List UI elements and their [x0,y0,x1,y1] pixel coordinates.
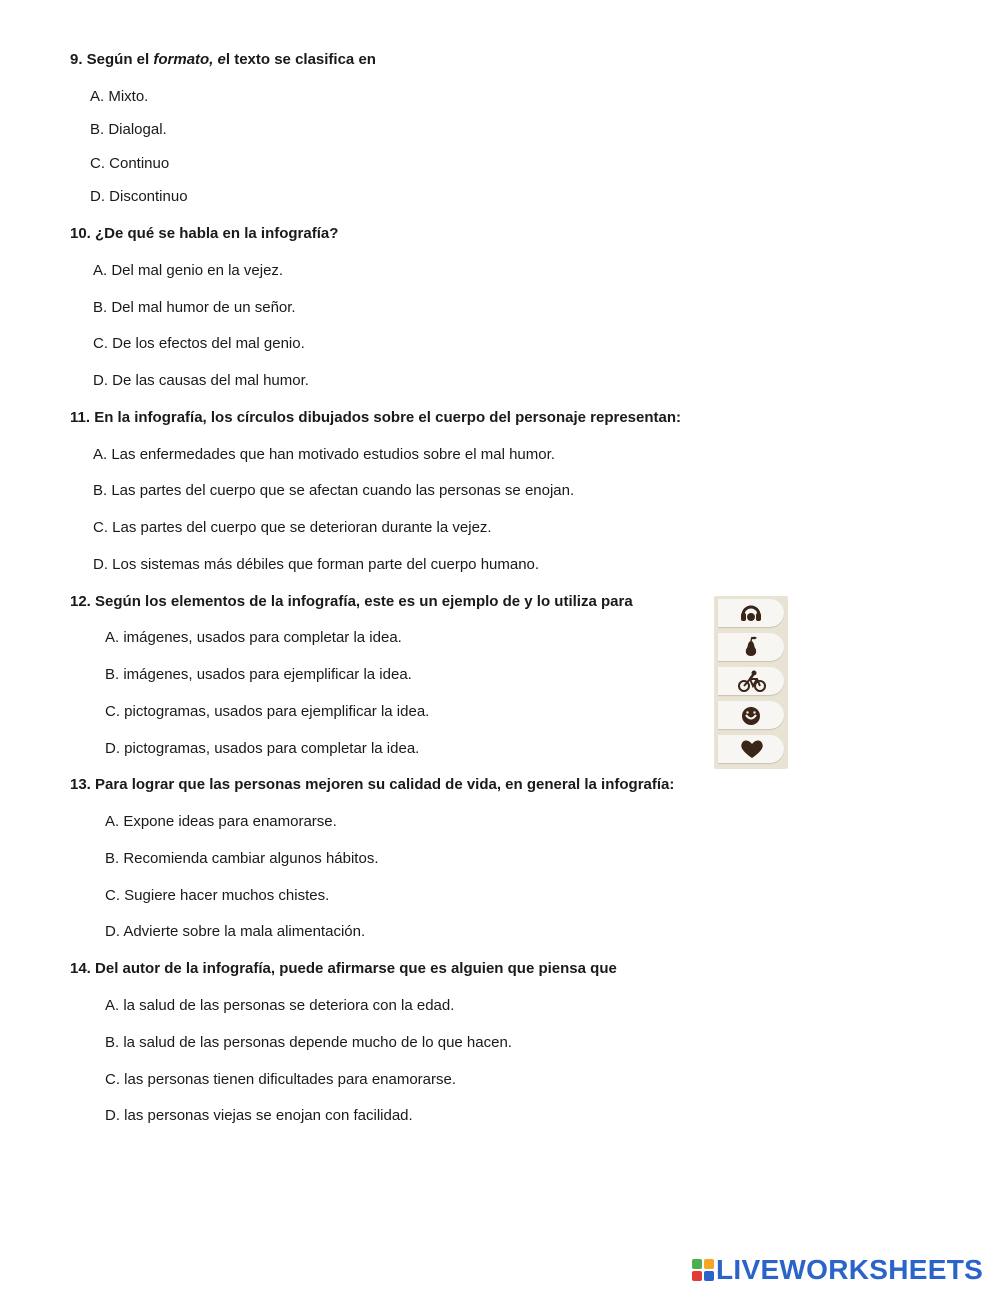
heart-icon [737,736,767,762]
question-14-option-b: B. la salud de las personas depende mucho de lo que hacen. [105,1034,512,1051]
question-13-option-a: A. Expone ideas para enamorarse. [105,813,337,830]
question-12-option-d: D. pictogramas, usados para completar la idea. [105,740,420,757]
pictogram-pill [718,735,784,763]
question-14-option-c: C. las personas tienen dificultades para enamorarse. [105,1071,457,1088]
question-9-option-c: C. Continuo [90,155,170,172]
question-13-option-b: B. Recomienda cambiar algunos hábitos. [105,850,379,867]
headphones-icon [737,600,765,626]
logo-text: LIVEWORKSHEETS [716,1254,984,1285]
liveworksheets-mark-icon [692,1259,714,1281]
question-13-option-d: D. Advierte sobre la mala alimentación. [105,923,366,940]
smiley-icon [737,702,765,728]
question-14-option-a: A. la salud de las personas se deteriora con la edad. [105,997,455,1014]
bicycle-icon [737,668,767,694]
question-12-option-c: C. pictogramas, usados para ejemplificar la idea. [105,703,430,720]
question-9-option-a: A. Mixto. [90,88,149,105]
question-11-option-c: C. Las partes del cuerpo que se deterioran durante la vejez. [93,519,492,536]
question-10-title: 10. ¿De qué se habla en la infografía? [70,225,339,242]
pictogram-pill [718,701,784,729]
pictogram-pill [718,633,784,661]
question-10-option-c: C. De los efectos del mal genio. [93,335,305,352]
question-10-option-a: A. Del mal genio en la vejez. [93,262,284,279]
pear-icon [737,634,765,660]
pictogram-strip [714,596,788,769]
question-13-title: 13. Para lograr que las personas mejoren su calidad de vida, en general la infografía: [70,776,675,793]
question-11-title: 11. En la infografía, los círculos dibujados sobre el cuerpo del personaje representan: [70,409,682,426]
question-10-option-b: B. Del mal humor de un señor. [93,299,296,316]
question-9-option-d: D. Discontinuo [90,188,188,205]
pictogram-pill [718,599,784,627]
question-11-option-a: A. Las enfermedades que han motivado estudios sobre el mal humor. [93,446,555,463]
question-10-option-d: D. De las causas del mal humor. [93,372,309,389]
question-11-option-b: B. Las partes del cuerpo que se afectan cuando las personas se enojan. [93,482,575,499]
question-12-option-a: A. imágenes, usados para completar la idea. [105,629,402,646]
question-11-option-d: D. Los sistemas más débiles que forman parte del cuerpo humano. [93,556,540,573]
question-12-option-b: B. imágenes, usados para ejemplificar la idea. [105,666,412,683]
question-9-option-b: B. Dialogal. [90,121,167,138]
question-13-option-c: C. Sugiere hacer muchos chistes. [105,887,330,904]
question-14-option-d: D. las personas viejas se enojan con facilidad. [105,1107,413,1124]
question-14-title: 14. Del autor de la infografía, puede afirmarse que es alguien que piensa que [70,960,617,977]
question-12-title: 12. Según los elementos de la infografía, este es un ejemplo de y lo utiliza para [70,593,633,610]
question-9-title: 9. Según el formato, el texto se clasifica en [70,51,376,68]
pictogram-pill [718,667,784,695]
liveworksheets-logo [692,1255,983,1285]
